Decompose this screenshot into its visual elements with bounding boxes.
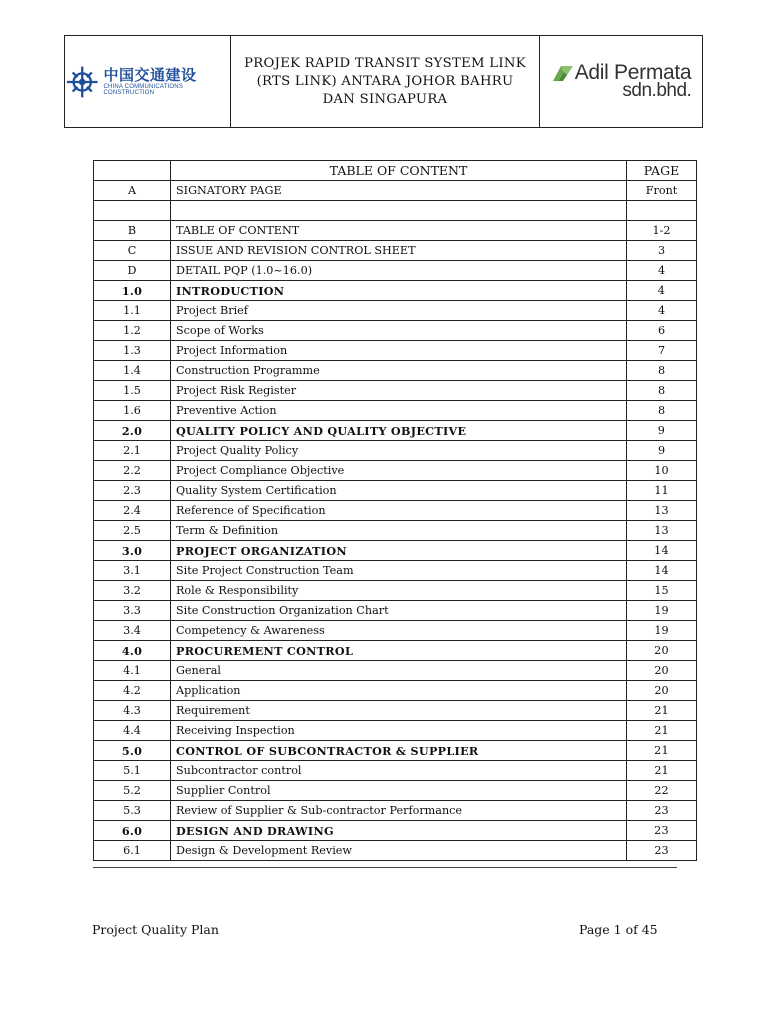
table-of-content — [93, 160, 697, 861]
toc-row-page: 19 — [627, 601, 697, 621]
toc-row-page: 20 — [627, 641, 697, 661]
toc-row-page: 11 — [627, 481, 697, 501]
toc-row — [94, 381, 697, 401]
toc-row — [94, 241, 697, 261]
toc-row-number: 4.2 — [94, 681, 171, 701]
toc-row-page: 4 — [627, 301, 697, 321]
project-title-line-3: DAN SINGAPURA — [322, 91, 448, 107]
toc-row-title: Project Information — [171, 341, 627, 361]
toc-row-title: PROCUREMENT CONTROL — [171, 641, 627, 661]
toc-row — [94, 541, 697, 561]
toc-row-page: 10 — [627, 461, 697, 481]
toc-row-page: 14 — [627, 561, 697, 581]
toc-row-page: 23 — [627, 841, 697, 861]
toc-row — [94, 841, 697, 861]
toc-row-title: INTRODUCTION — [171, 281, 627, 301]
toc-row-page: 19 — [627, 621, 697, 641]
toc-row-page: 3 — [627, 241, 697, 261]
toc-row-title: Receiving Inspection — [171, 721, 627, 741]
toc-row-title: Site Construction Organization Chart — [171, 601, 627, 621]
adil-permata-sub: sdn.bhd. — [622, 80, 692, 101]
toc-row — [94, 481, 697, 501]
toc-row-number: 5.2 — [94, 781, 171, 801]
toc-row-page: 20 — [627, 661, 697, 681]
toc-row-title: Design & Development Review — [171, 841, 627, 861]
toc-row — [94, 221, 697, 241]
toc-row — [94, 641, 697, 661]
toc-row — [94, 621, 697, 641]
cccc-chinese-name: 中国交通建设 — [103, 66, 197, 84]
toc-row-number: 4.0 — [94, 641, 171, 661]
toc-row — [94, 661, 697, 681]
toc-row-number: 2.1 — [94, 441, 171, 461]
toc-row — [94, 341, 697, 361]
toc-row-number: 5.0 — [94, 741, 171, 761]
toc-row-page: 13 — [627, 501, 697, 521]
toc-row — [94, 581, 697, 601]
toc-row-title: DETAIL PQP (1.0~16.0) — [171, 261, 627, 281]
toc-row-title: CONTROL OF SUBCONTRACTOR & SUPPLIER — [171, 741, 627, 761]
toc-row — [94, 201, 697, 221]
toc-row-number: 2.5 — [94, 521, 171, 541]
toc-row — [94, 521, 697, 541]
footer-page-number: Page 1 of 45 — [579, 922, 658, 937]
toc-row-number: 5.1 — [94, 761, 171, 781]
toc-row-title: Project Risk Register — [171, 381, 627, 401]
toc-row-title: Project Compliance Objective — [171, 461, 627, 481]
toc-row — [94, 181, 697, 201]
footer-doc-name: Project Quality Plan — [92, 922, 219, 937]
toc-row — [94, 681, 697, 701]
toc-row-title: Construction Programme — [171, 361, 627, 381]
toc-row — [94, 421, 697, 441]
toc-row-page: 8 — [627, 381, 697, 401]
toc-row-page: 23 — [627, 801, 697, 821]
toc-row-title: SIGNATORY PAGE — [171, 181, 627, 201]
toc-row-number: A — [94, 181, 171, 201]
toc-row-title: Quality System Certification — [171, 481, 627, 501]
toc-row-title: General — [171, 661, 627, 681]
toc-row-number: 1.1 — [94, 301, 171, 321]
toc-row-page: 15 — [627, 581, 697, 601]
toc-row — [94, 761, 697, 781]
toc-header-title: TABLE OF CONTENT — [171, 161, 627, 181]
toc-row-title: Reference of Specification — [171, 501, 627, 521]
toc-row-title: Application — [171, 681, 627, 701]
toc-row-number: B — [94, 221, 171, 241]
toc-body — [94, 181, 697, 861]
toc-row-page: 4 — [627, 261, 697, 281]
toc-row-title: Subcontractor control — [171, 761, 627, 781]
project-title — [244, 55, 526, 109]
toc-row-page: Front — [627, 181, 697, 201]
toc-row-page: 23 — [627, 821, 697, 841]
toc-row — [94, 361, 697, 381]
adil-permata-emblem-icon — [551, 63, 575, 83]
toc-row — [94, 801, 697, 821]
footer-divider — [93, 867, 677, 868]
toc-row-number: 5.3 — [94, 801, 171, 821]
toc-row — [94, 721, 697, 741]
toc-row — [94, 401, 697, 421]
toc-row-page: 4 — [627, 281, 697, 301]
toc-row-page: 9 — [627, 441, 697, 461]
toc-row — [94, 261, 697, 281]
toc-row — [94, 821, 697, 841]
toc-row-number: 4.1 — [94, 661, 171, 681]
toc-row — [94, 301, 697, 321]
toc-row-number: D — [94, 261, 171, 281]
toc-row-number: 1.5 — [94, 381, 171, 401]
toc-row-number: 1.3 — [94, 341, 171, 361]
toc-row-title: Supplier Control — [171, 781, 627, 801]
toc-row-number: 1.4 — [94, 361, 171, 381]
toc-row-number: C — [94, 241, 171, 261]
project-title-line-2: (RTS LINK) ANTARA JOHOR BAHRU — [256, 73, 514, 89]
toc-row-number: 4.4 — [94, 721, 171, 741]
toc-row-number: 6.1 — [94, 841, 171, 861]
toc-row-number: 3.4 — [94, 621, 171, 641]
toc-row-number: 2.2 — [94, 461, 171, 481]
toc-row — [94, 441, 697, 461]
toc-row — [94, 281, 697, 301]
toc-row-page: 8 — [627, 361, 697, 381]
toc-row-title: PROJECT ORGANIZATION — [171, 541, 627, 561]
toc-row-page: 21 — [627, 701, 697, 721]
toc-row-number: 3.1 — [94, 561, 171, 581]
toc-row — [94, 321, 697, 341]
toc-row — [94, 561, 697, 581]
toc-row-page: 21 — [627, 721, 697, 741]
toc-row-page: 21 — [627, 741, 697, 761]
toc-header-row — [94, 161, 697, 181]
cccc-english-name: CHINA COMMUNICATIONS CONSTRUCTION — [103, 84, 184, 96]
cccc-logo — [65, 64, 230, 100]
toc-row-number — [94, 201, 171, 221]
toc-row-title: Site Project Construction Team — [171, 561, 627, 581]
toc-row-page: 7 — [627, 341, 697, 361]
toc-row-title: Role & Responsibility — [171, 581, 627, 601]
toc-row — [94, 741, 697, 761]
toc-row-number: 3.3 — [94, 601, 171, 621]
project-title-line-1: PROJEK RAPID TRANSIT SYSTEM LINK — [244, 55, 526, 71]
toc-row-title: Project Brief — [171, 301, 627, 321]
toc-row-title: Requirement — [171, 701, 627, 721]
toc-row-title: Project Quality Policy — [171, 441, 627, 461]
adil-permata-logo — [551, 61, 692, 102]
toc-row — [94, 701, 697, 721]
toc-row-number: 1.6 — [94, 401, 171, 421]
toc-row-page: 8 — [627, 401, 697, 421]
toc-row — [94, 461, 697, 481]
toc-row — [94, 781, 697, 801]
toc-row-title: Scope of Works — [171, 321, 627, 341]
toc-row-page: 14 — [627, 541, 697, 561]
toc-row-title — [171, 201, 627, 221]
adil-permata-name: Adil Permata — [574, 61, 692, 84]
toc-row-title: QUALITY POLICY AND QUALITY OBJECTIVE — [171, 421, 627, 441]
toc-row-title: Competency & Awareness — [171, 621, 627, 641]
toc-row-title: TABLE OF CONTENT — [171, 221, 627, 241]
toc-row-page: 1-2 — [627, 221, 697, 241]
toc-row-page: 22 — [627, 781, 697, 801]
toc-row-number: 3.0 — [94, 541, 171, 561]
toc-row-number: 3.2 — [94, 581, 171, 601]
toc-row-number: 1.0 — [94, 281, 171, 301]
toc-row-page: 21 — [627, 761, 697, 781]
toc-row-page — [627, 201, 697, 221]
toc-row-page: 6 — [627, 321, 697, 341]
toc-row — [94, 601, 697, 621]
toc-row-title: DESIGN AND DRAWING — [171, 821, 627, 841]
adil-permata-logo-cell — [540, 36, 702, 127]
toc-row-number: 1.2 — [94, 321, 171, 341]
toc-row-title: Preventive Action — [171, 401, 627, 421]
toc-row-title: Review of Supplier & Sub-contractor Performance — [171, 801, 627, 821]
toc-row-page: 20 — [627, 681, 697, 701]
toc-row — [94, 501, 697, 521]
toc-row-page: 13 — [627, 521, 697, 541]
toc-row-number: 2.0 — [94, 421, 171, 441]
document-header — [64, 35, 703, 128]
toc-row-number: 6.0 — [94, 821, 171, 841]
toc-header-num — [94, 161, 171, 181]
toc-row-title: ISSUE AND REVISION CONTROL SHEET — [171, 241, 627, 261]
toc-row-page: 9 — [627, 421, 697, 441]
toc-header-page: PAGE — [627, 161, 697, 181]
toc-row-number: 2.4 — [94, 501, 171, 521]
cccc-emblem-icon — [65, 64, 99, 100]
cccc-logo-cell — [65, 36, 231, 127]
toc-row-number: 4.3 — [94, 701, 171, 721]
toc-row-title: Term & Definition — [171, 521, 627, 541]
toc-row-number: 2.3 — [94, 481, 171, 501]
project-title-cell — [231, 36, 540, 127]
